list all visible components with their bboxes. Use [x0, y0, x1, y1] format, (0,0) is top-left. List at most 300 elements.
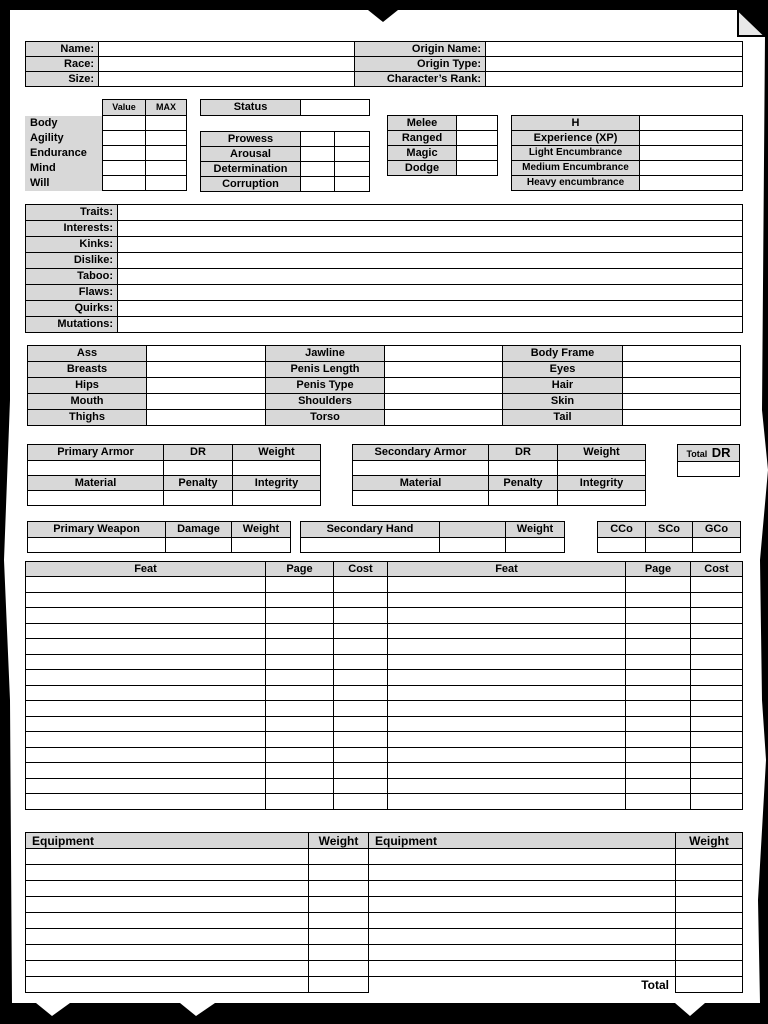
armor-field[interactable] — [489, 491, 558, 506]
progress-field[interactable] — [640, 131, 743, 146]
table-row — [388, 146, 498, 161]
armor-header: Secondary Armor — [353, 445, 489, 461]
feat-cell[interactable] — [626, 701, 691, 717]
feat-header: Page — [626, 562, 691, 577]
max-header: MAX — [146, 100, 187, 116]
equipment-cell[interactable] — [26, 977, 309, 993]
trait-field[interactable] — [118, 317, 743, 333]
table-row — [26, 716, 743, 732]
feat-cell[interactable] — [266, 747, 334, 763]
table-row — [28, 378, 741, 394]
table-row — [28, 476, 321, 491]
equipment-weight-cell[interactable] — [309, 881, 369, 897]
origin-field[interactable] — [486, 42, 743, 57]
equipment-weight-header: Weight — [676, 833, 743, 849]
weapon-header: Weight — [232, 522, 291, 538]
combat-field[interactable] — [457, 116, 498, 131]
body-feature-field[interactable] — [385, 378, 503, 394]
armor-header: Penalty — [164, 476, 233, 491]
equipment-cell[interactable] — [369, 929, 676, 945]
identity-field[interactable] — [99, 72, 355, 87]
armor-field[interactable] — [233, 461, 321, 476]
status-label: Status — [201, 100, 301, 116]
equipment-cell[interactable] — [369, 849, 676, 865]
armor-field[interactable] — [233, 491, 321, 506]
status-field[interactable] — [301, 177, 335, 192]
feat-cell[interactable] — [626, 608, 691, 624]
feat-cell[interactable] — [626, 778, 691, 794]
body-feature-label: Ass — [28, 346, 147, 362]
feat-cell[interactable] — [266, 608, 334, 624]
table-row — [388, 116, 498, 131]
attribute-value-field[interactable] — [102, 176, 145, 191]
equipment-cell[interactable] — [369, 865, 676, 881]
body-feature-field[interactable] — [147, 362, 266, 378]
feat-cell[interactable] — [691, 608, 743, 624]
feat-cell[interactable] — [626, 577, 691, 593]
body-feature-label: Shoulders — [266, 394, 385, 410]
status-field[interactable] — [335, 177, 370, 192]
equipment-cell[interactable] — [26, 897, 309, 913]
combat-label: Melee — [388, 116, 457, 131]
feat-cell[interactable] — [626, 685, 691, 701]
feat-cell[interactable] — [26, 794, 266, 810]
table-row — [28, 445, 321, 461]
attribute-label: Body — [25, 116, 102, 131]
feat-cell[interactable] — [691, 701, 743, 717]
origin-field[interactable] — [486, 57, 743, 72]
feat-cell[interactable] — [334, 778, 388, 794]
feat-cell[interactable] — [26, 716, 266, 732]
equipment-weight-cell[interactable] — [676, 849, 743, 865]
equipment-cell[interactable] — [26, 929, 309, 945]
attribute-label: Will — [25, 176, 102, 191]
feat-cell[interactable] — [388, 701, 626, 717]
armor-field[interactable] — [28, 461, 164, 476]
status-row-label: Corruption — [201, 177, 301, 192]
feat-cell[interactable] — [266, 778, 334, 794]
feat-cell[interactable] — [388, 654, 626, 670]
feat-cell[interactable] — [334, 732, 388, 748]
equipment-total-field[interactable] — [676, 977, 743, 993]
identity-table — [25, 41, 743, 87]
combat-field[interactable] — [457, 146, 498, 161]
attribute-max-field[interactable] — [145, 131, 186, 146]
feat-cell[interactable] — [691, 747, 743, 763]
attribute-max-field[interactable] — [145, 161, 186, 176]
attribute-value-field[interactable] — [102, 131, 145, 146]
feat-cell[interactable] — [626, 716, 691, 732]
armor-field[interactable] — [489, 461, 558, 476]
body-feature-field[interactable] — [385, 394, 503, 410]
feat-cell[interactable] — [388, 639, 626, 655]
table-row — [26, 562, 743, 577]
body-feature-label: Penis Length — [266, 362, 385, 378]
body-features-table — [27, 345, 741, 426]
equipment-weight-cell[interactable] — [309, 929, 369, 945]
equipment-cell[interactable] — [26, 945, 309, 961]
table-row — [26, 577, 743, 593]
equipment-weight-cell[interactable] — [309, 897, 369, 913]
equipment-weight-cell[interactable] — [309, 961, 369, 977]
feat-cell[interactable] — [26, 778, 266, 794]
body-feature-label: Eyes — [503, 362, 623, 378]
feat-cell[interactable] — [26, 654, 266, 670]
weapon-field[interactable] — [301, 538, 440, 553]
table-row — [301, 538, 565, 553]
feat-cell[interactable] — [626, 732, 691, 748]
table-row — [388, 161, 498, 176]
feat-cell[interactable] — [691, 778, 743, 794]
armor-field[interactable] — [164, 461, 233, 476]
equipment-weight-cell[interactable] — [676, 913, 743, 929]
attribute-max-field[interactable] — [145, 146, 186, 161]
table-row — [353, 445, 646, 461]
feat-cell[interactable] — [388, 592, 626, 608]
status-field[interactable] — [335, 132, 370, 147]
feat-cell[interactable] — [266, 670, 334, 686]
equipment-weight-cell[interactable] — [309, 977, 369, 993]
table-row — [388, 131, 498, 146]
trait-field[interactable] — [118, 253, 743, 269]
body-feature-label: Hips — [28, 378, 147, 394]
feat-cell[interactable] — [26, 608, 266, 624]
feat-cell[interactable] — [388, 670, 626, 686]
equipment-weight-cell[interactable] — [676, 897, 743, 913]
progress-field[interactable] — [640, 116, 743, 131]
total-dr-label: Total DR — [678, 445, 740, 462]
status-value-field[interactable] — [301, 100, 370, 116]
table-row — [512, 176, 743, 191]
feat-cell[interactable] — [691, 794, 743, 810]
body-feature-field[interactable] — [147, 410, 266, 426]
feat-cell[interactable] — [26, 747, 266, 763]
trait-label: Dislike: — [26, 253, 118, 269]
equipment-weight-cell[interactable] — [309, 913, 369, 929]
feat-cell[interactable] — [626, 654, 691, 670]
equipment-cell[interactable] — [26, 961, 309, 977]
status-field[interactable] — [301, 147, 335, 162]
equipment-cell[interactable] — [369, 881, 676, 897]
armor-field[interactable] — [353, 461, 489, 476]
table-row — [28, 362, 741, 378]
trait-label: Kinks: — [26, 237, 118, 253]
armor-header: Material — [353, 476, 489, 491]
equipment-table — [25, 832, 743, 993]
identity-field[interactable] — [99, 57, 355, 72]
feat-cell[interactable] — [334, 654, 388, 670]
trait-field[interactable] — [118, 205, 743, 221]
attribute-value-field[interactable] — [102, 146, 145, 161]
trait-label: Flaws: — [26, 285, 118, 301]
feat-cell[interactable] — [334, 639, 388, 655]
table-row — [26, 929, 743, 945]
equipment-cell[interactable] — [369, 913, 676, 929]
feat-cell[interactable] — [626, 623, 691, 639]
feat-cell[interactable] — [266, 623, 334, 639]
trait-field[interactable] — [118, 221, 743, 237]
origin-field[interactable] — [486, 72, 743, 87]
table-row — [26, 285, 743, 301]
feat-cell[interactable] — [334, 608, 388, 624]
feat-cell[interactable] — [388, 778, 626, 794]
origin-label: Character’s Rank: — [355, 72, 486, 87]
attribute-max-field[interactable] — [145, 116, 186, 131]
table-row — [26, 747, 743, 763]
table-row — [512, 131, 743, 146]
total-dr-table — [677, 444, 740, 477]
feat-header: Page — [266, 562, 334, 577]
table-row — [26, 897, 743, 913]
table-row — [353, 491, 646, 506]
attribute-value-field[interactable] — [102, 116, 145, 131]
feat-cell[interactable] — [626, 670, 691, 686]
feat-cell[interactable] — [334, 716, 388, 732]
body-feature-field[interactable] — [385, 410, 503, 426]
equipment-weight-cell[interactable] — [309, 945, 369, 961]
feat-cell[interactable] — [388, 577, 626, 593]
equipment-weight-cell[interactable] — [676, 945, 743, 961]
equipment-cell[interactable] — [26, 881, 309, 897]
primary-armor-table — [27, 444, 321, 506]
combat-field[interactable] — [457, 131, 498, 146]
feat-cell[interactable] — [334, 794, 388, 810]
trait-field[interactable] — [118, 237, 743, 253]
feat-cell[interactable] — [691, 732, 743, 748]
feat-cell[interactable] — [266, 701, 334, 717]
feat-cell[interactable] — [26, 763, 266, 779]
trait-label: Interests: — [26, 221, 118, 237]
feat-cell[interactable] — [266, 716, 334, 732]
equipment-weight-cell[interactable] — [676, 865, 743, 881]
feat-cell[interactable] — [388, 716, 626, 732]
trait-field[interactable] — [118, 285, 743, 301]
feat-cell[interactable] — [334, 701, 388, 717]
feat-cell[interactable] — [626, 592, 691, 608]
feat-cell[interactable] — [626, 747, 691, 763]
feat-cell[interactable] — [334, 670, 388, 686]
equipment-cell[interactable] — [369, 945, 676, 961]
coin-header: SCo — [646, 522, 693, 538]
body-feature-label: Body Frame — [503, 346, 623, 362]
status-row-label: Prowess — [201, 132, 301, 147]
feat-cell[interactable] — [691, 685, 743, 701]
armor-field[interactable] — [558, 461, 646, 476]
total-dr-field[interactable] — [678, 462, 740, 477]
trait-field[interactable] — [118, 301, 743, 317]
status-field[interactable] — [301, 162, 335, 177]
feat-cell[interactable] — [626, 763, 691, 779]
trait-label: Taboo: — [26, 269, 118, 285]
armor-header: Weight — [233, 445, 321, 461]
equipment-weight-cell[interactable] — [676, 881, 743, 897]
equipment-weight-cell[interactable] — [676, 929, 743, 945]
feat-cell[interactable] — [26, 685, 266, 701]
equipment-cell[interactable] — [26, 913, 309, 929]
progress-field[interactable] — [640, 146, 743, 161]
coin-field[interactable] — [693, 538, 741, 553]
body-feature-field[interactable] — [385, 346, 503, 362]
equipment-cell[interactable] — [26, 849, 309, 865]
feat-cell[interactable] — [388, 763, 626, 779]
feat-cell[interactable] — [691, 763, 743, 779]
weapon-field[interactable] — [232, 538, 291, 553]
feat-cell[interactable] — [691, 654, 743, 670]
feat-cell[interactable] — [26, 623, 266, 639]
table-row — [25, 146, 186, 161]
identity-field[interactable] — [99, 42, 355, 57]
table-row — [26, 881, 743, 897]
primary-weapon-table — [27, 521, 291, 553]
body-feature-label: Penis Type — [266, 378, 385, 394]
feat-cell[interactable] — [334, 623, 388, 639]
feat-cell[interactable] — [266, 794, 334, 810]
feat-cell[interactable] — [691, 623, 743, 639]
feat-cell[interactable] — [334, 685, 388, 701]
feat-cell[interactable] — [26, 701, 266, 717]
progress-label: Heavy encumbrance — [512, 176, 640, 191]
feat-cell[interactable] — [266, 685, 334, 701]
coin-field[interactable] — [646, 538, 693, 553]
feat-cell[interactable] — [388, 685, 626, 701]
armor-field[interactable] — [164, 491, 233, 506]
status-table — [200, 131, 370, 192]
feat-cell[interactable] — [691, 670, 743, 686]
body-feature-label: Hair — [503, 378, 623, 394]
feat-cell[interactable] — [334, 763, 388, 779]
armor-field[interactable] — [28, 491, 164, 506]
feat-cell[interactable] — [266, 639, 334, 655]
body-feature-field[interactable] — [623, 362, 741, 378]
armor-header: DR — [164, 445, 233, 461]
feat-cell[interactable] — [691, 577, 743, 593]
body-feature-label: Torso — [266, 410, 385, 426]
feat-header: Cost — [334, 562, 388, 577]
body-feature-field[interactable] — [623, 410, 741, 426]
feat-cell[interactable] — [26, 670, 266, 686]
value-header: Value — [103, 100, 146, 116]
feat-cell[interactable] — [266, 654, 334, 670]
feat-cell[interactable] — [691, 592, 743, 608]
body-feature-field[interactable] — [623, 346, 741, 362]
feats-table — [25, 561, 743, 810]
origin-label: Origin Name: — [355, 42, 486, 57]
equipment-header: Equipment — [369, 833, 676, 849]
table-row — [201, 162, 370, 177]
feat-cell[interactable] — [626, 639, 691, 655]
feat-cell[interactable] — [266, 577, 334, 593]
progress-field[interactable] — [640, 161, 743, 176]
status-field[interactable] — [335, 147, 370, 162]
progress-label: Light Encumbrance — [512, 146, 640, 161]
equipment-cell[interactable] — [369, 897, 676, 913]
equipment-weight-cell[interactable] — [309, 865, 369, 881]
attribute-label: Endurance — [25, 146, 102, 161]
table-row — [28, 394, 741, 410]
feat-header: Feat — [26, 562, 266, 577]
armor-field[interactable] — [353, 491, 489, 506]
body-feature-field[interactable] — [385, 362, 503, 378]
attribute-value-field[interactable] — [102, 161, 145, 176]
body-feature-label: Jawline — [266, 346, 385, 362]
weapon-field[interactable] — [166, 538, 232, 553]
feat-cell[interactable] — [26, 639, 266, 655]
feat-cell[interactable] — [334, 747, 388, 763]
body-feature-field[interactable] — [623, 394, 741, 410]
coins-table — [597, 521, 741, 553]
status-field[interactable] — [301, 132, 335, 147]
attribute-max-field[interactable] — [145, 176, 186, 191]
table-row — [26, 608, 743, 624]
progress-label: Medium Encumbrance — [512, 161, 640, 176]
coin-header: CCo — [598, 522, 646, 538]
feat-cell[interactable] — [266, 763, 334, 779]
feat-cell[interactable] — [26, 732, 266, 748]
table-row — [25, 176, 186, 191]
armor-header: Primary Armor — [28, 445, 164, 461]
combat-field[interactable] — [457, 161, 498, 176]
feat-cell[interactable] — [388, 608, 626, 624]
body-feature-field[interactable] — [147, 378, 266, 394]
feat-cell[interactable] — [691, 716, 743, 732]
feat-cell[interactable] — [388, 794, 626, 810]
trait-field[interactable] — [118, 269, 743, 285]
feat-cell[interactable] — [626, 794, 691, 810]
body-feature-field[interactable] — [147, 394, 266, 410]
table-row — [353, 476, 646, 491]
coin-field[interactable] — [598, 538, 646, 553]
table-row — [26, 913, 743, 929]
body-feature-label: Breasts — [28, 362, 147, 378]
equipment-weight-cell[interactable] — [309, 849, 369, 865]
body-feature-field[interactable] — [147, 346, 266, 362]
identity-label: Size: — [26, 72, 99, 87]
table-row — [26, 57, 743, 72]
secondary-armor-table — [352, 444, 646, 506]
status-row-label: Arousal — [201, 147, 301, 162]
feat-cell[interactable] — [334, 592, 388, 608]
weapon-field[interactable] — [28, 538, 166, 553]
feat-cell[interactable] — [26, 592, 266, 608]
feat-cell[interactable] — [266, 592, 334, 608]
table-row — [26, 794, 743, 810]
equipment-cell[interactable] — [26, 865, 309, 881]
feat-cell[interactable] — [388, 732, 626, 748]
progress-field[interactable] — [640, 176, 743, 191]
feat-cell[interactable] — [334, 577, 388, 593]
armor-field[interactable] — [558, 491, 646, 506]
combat-table — [387, 115, 498, 176]
equipment-weight-cell[interactable] — [676, 961, 743, 977]
progress-table — [511, 115, 743, 191]
feat-cell[interactable] — [266, 732, 334, 748]
combat-label: Ranged — [388, 131, 457, 146]
table-row — [26, 732, 743, 748]
weapon-field[interactable] — [506, 538, 565, 553]
body-feature-field[interactable] — [623, 378, 741, 394]
feat-cell[interactable] — [388, 747, 626, 763]
weapon-field[interactable] — [440, 538, 506, 553]
feat-cell[interactable] — [691, 639, 743, 655]
table-row — [28, 538, 291, 553]
table-row — [28, 491, 321, 506]
feat-cell[interactable] — [26, 577, 266, 593]
table-row — [26, 237, 743, 253]
feat-cell[interactable] — [388, 623, 626, 639]
origin-label: Origin Type: — [355, 57, 486, 72]
equipment-cell[interactable] — [369, 961, 676, 977]
status-field[interactable] — [335, 162, 370, 177]
